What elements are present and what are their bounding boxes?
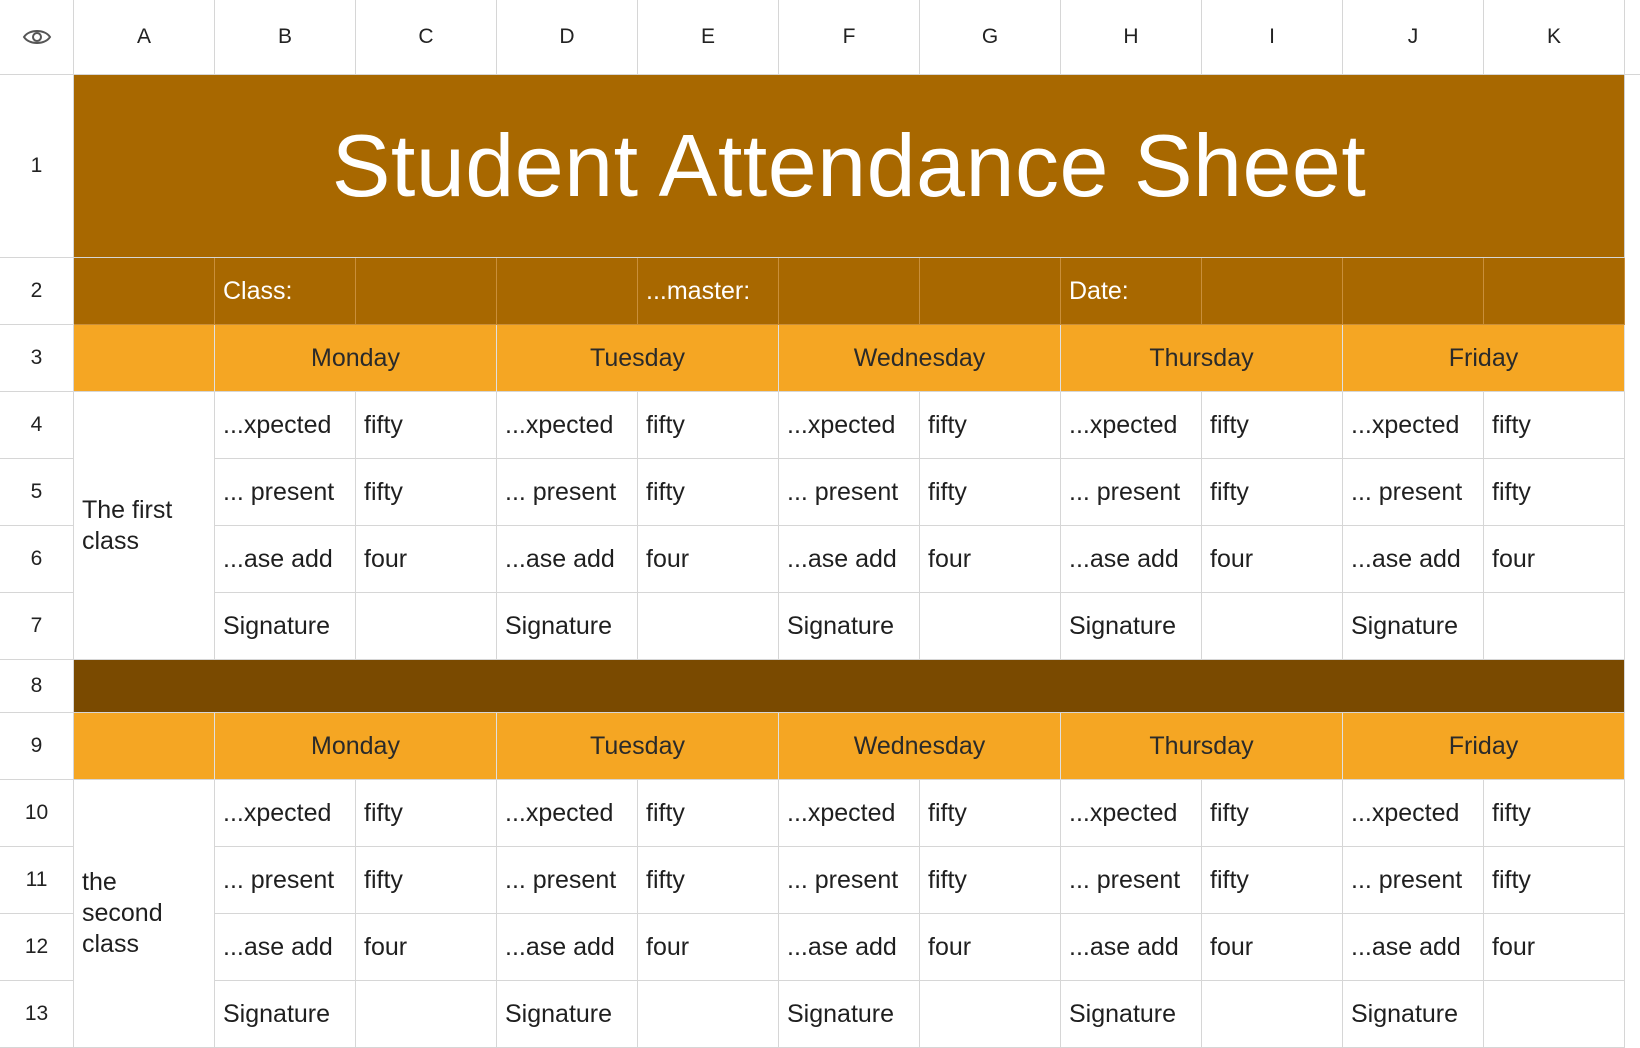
absent-label[interactable]: ...ase add — [1343, 526, 1484, 593]
cell-k2[interactable] — [1484, 258, 1625, 325]
present-value[interactable]: fifty — [356, 459, 497, 526]
expected-label[interactable]: ...xpected — [497, 780, 638, 847]
column-header-h[interactable]: H — [1061, 0, 1202, 75]
group-label-text: the second class — [82, 868, 163, 958]
day-header-thursday[interactable]: Thursday — [1061, 325, 1343, 392]
absent-value[interactable]: four — [356, 526, 497, 593]
view-eye-button[interactable] — [0, 0, 74, 75]
signature-value[interactable] — [1484, 981, 1625, 1048]
present-label[interactable]: ... present — [497, 847, 638, 914]
signature-value[interactable] — [920, 981, 1061, 1048]
sheet-title[interactable]: Student Attendance Sheet — [74, 75, 1625, 258]
day-header-thursday[interactable]: Thursday — [1061, 713, 1343, 780]
absent-value[interactable]: four — [1484, 914, 1625, 981]
row-header-4[interactable]: 4 — [0, 392, 74, 459]
present-value[interactable]: fifty — [1202, 847, 1343, 914]
column-header-gutter — [1625, 0, 1640, 75]
cell-g2[interactable] — [920, 258, 1061, 325]
column-header-k[interactable]: K — [1484, 0, 1625, 75]
expected-value[interactable]: fifty — [356, 392, 497, 459]
expected-value[interactable]: fifty — [1202, 780, 1343, 847]
signature-label[interactable]: Signature — [1343, 981, 1484, 1048]
absent-value[interactable]: four — [1484, 526, 1625, 593]
day-header-wednesday[interactable]: Wednesday — [779, 325, 1061, 392]
expected-value[interactable]: fifty — [356, 780, 497, 847]
row-header-3[interactable]: 3 — [0, 325, 74, 392]
row-header-6[interactable]: 6 — [0, 526, 74, 593]
class-label[interactable]: Class: — [215, 258, 356, 325]
row-header-13[interactable]: 13 — [0, 981, 74, 1048]
day-header-monday[interactable]: Monday — [215, 713, 497, 780]
column-header-d[interactable]: D — [497, 0, 638, 75]
cell-d2[interactable] — [497, 258, 638, 325]
signature-label[interactable]: Signature — [497, 593, 638, 660]
expected-value[interactable]: fifty — [1484, 780, 1625, 847]
row-header-9[interactable]: 9 — [0, 713, 74, 780]
present-label[interactable]: ... present — [1061, 459, 1202, 526]
expected-value[interactable]: fifty — [920, 780, 1061, 847]
signature-value[interactable] — [1202, 981, 1343, 1048]
signature-label[interactable]: Signature — [1061, 981, 1202, 1048]
signature-value[interactable] — [1484, 593, 1625, 660]
day-header-tuesday[interactable]: Tuesday — [497, 325, 779, 392]
present-label[interactable]: ... present — [779, 459, 920, 526]
signature-label[interactable]: Signature — [779, 981, 920, 1048]
signature-label[interactable]: Signature — [1061, 593, 1202, 660]
signature-value[interactable] — [920, 593, 1061, 660]
present-value[interactable]: fifty — [1484, 847, 1625, 914]
expected-label[interactable]: ...xpected — [1061, 392, 1202, 459]
expected-value[interactable]: fifty — [1484, 392, 1625, 459]
row-header-12[interactable]: 12 — [0, 914, 74, 981]
absent-value[interactable]: four — [356, 914, 497, 981]
expected-label[interactable]: ...xpected — [1343, 780, 1484, 847]
absent-value[interactable]: four — [638, 914, 779, 981]
present-label[interactable]: ... present — [1061, 847, 1202, 914]
column-header-c[interactable]: C — [356, 0, 497, 75]
group-label-first-class[interactable]: The first class — [74, 392, 215, 660]
column-header-e[interactable]: E — [638, 0, 779, 75]
signature-label[interactable]: Signature — [215, 593, 356, 660]
absent-label[interactable]: ...ase add — [215, 914, 356, 981]
present-value[interactable]: fifty — [1202, 459, 1343, 526]
absent-label[interactable]: ...ase add — [1343, 914, 1484, 981]
expected-value[interactable]: fifty — [920, 392, 1061, 459]
expected-label[interactable]: ...xpected — [779, 392, 920, 459]
column-header-j[interactable]: J — [1343, 0, 1484, 75]
signature-value[interactable] — [356, 981, 497, 1048]
column-header-f[interactable]: F — [779, 0, 920, 75]
expected-value[interactable]: fifty — [1202, 392, 1343, 459]
row-header-11[interactable]: 11 — [0, 847, 74, 914]
expected-label[interactable]: ...xpected — [1343, 392, 1484, 459]
signature-value[interactable] — [638, 593, 779, 660]
absent-label[interactable]: ...ase add — [1061, 526, 1202, 593]
expected-label[interactable]: ...xpected — [215, 780, 356, 847]
date-label[interactable]: Date: — [1061, 258, 1202, 325]
absent-label[interactable]: ...ase add — [497, 526, 638, 593]
present-label[interactable]: ... present — [1343, 459, 1484, 526]
present-label[interactable]: ... present — [779, 847, 920, 914]
day-header-friday[interactable]: Friday — [1343, 325, 1625, 392]
row-header-2[interactable]: 2 — [0, 258, 74, 325]
present-value[interactable]: fifty — [1484, 459, 1625, 526]
absent-label[interactable]: ...ase add — [779, 914, 920, 981]
absent-label[interactable]: ...ase add — [779, 526, 920, 593]
section-separator[interactable] — [74, 660, 1625, 713]
signature-value[interactable] — [1202, 593, 1343, 660]
present-value[interactable]: fifty — [638, 847, 779, 914]
row-header-7[interactable]: 7 — [0, 593, 74, 660]
column-header-b[interactable]: B — [215, 0, 356, 75]
present-value[interactable]: fifty — [356, 847, 497, 914]
absent-label[interactable]: ...ase add — [1061, 914, 1202, 981]
cell-a9[interactable] — [74, 713, 215, 780]
absent-value[interactable]: four — [638, 526, 779, 593]
day-header-friday[interactable]: Friday — [1343, 713, 1625, 780]
signature-value[interactable] — [638, 981, 779, 1048]
present-value[interactable]: fifty — [920, 459, 1061, 526]
absent-value[interactable]: four — [1202, 526, 1343, 593]
master-value[interactable] — [779, 258, 920, 325]
signature-label[interactable]: Signature — [215, 981, 356, 1048]
expected-label[interactable]: ...xpected — [1061, 780, 1202, 847]
present-label[interactable]: ... present — [1343, 847, 1484, 914]
signature-label[interactable]: Signature — [497, 981, 638, 1048]
present-label[interactable]: ... present — [497, 459, 638, 526]
column-header-a[interactable]: A — [74, 0, 215, 75]
cell-j2[interactable] — [1343, 258, 1484, 325]
absent-label[interactable]: ...ase add — [497, 914, 638, 981]
signature-label[interactable]: Signature — [1343, 593, 1484, 660]
signature-value[interactable] — [356, 593, 497, 660]
absent-value[interactable]: four — [920, 914, 1061, 981]
day-header-wednesday[interactable]: Wednesday — [779, 713, 1061, 780]
group-label-second-class[interactable] — [74, 780, 215, 1048]
eye-icon — [22, 27, 52, 47]
row-header-10[interactable]: 10 — [0, 780, 74, 847]
class-value[interactable] — [356, 258, 497, 325]
day-header-monday[interactable]: Monday — [215, 325, 497, 392]
present-label[interactable]: ... present — [215, 459, 356, 526]
expected-value[interactable]: fifty — [638, 780, 779, 847]
expected-label[interactable]: ...xpected — [497, 392, 638, 459]
expected-value[interactable]: fifty — [638, 392, 779, 459]
absent-label[interactable]: ...ase add — [215, 526, 356, 593]
row-header-5[interactable]: 5 — [0, 459, 74, 526]
absent-value[interactable]: four — [920, 526, 1061, 593]
cell-a2[interactable] — [74, 258, 215, 325]
column-header-g[interactable]: G — [920, 0, 1061, 75]
present-value[interactable]: fifty — [920, 847, 1061, 914]
expected-label[interactable]: ...xpected — [215, 392, 356, 459]
expected-label[interactable]: ...xpected — [779, 780, 920, 847]
day-header-tuesday[interactable]: Tuesday — [497, 713, 779, 780]
row-header-1[interactable]: 1 — [0, 75, 74, 258]
row-header-8[interactable]: 8 — [0, 660, 74, 713]
present-label[interactable]: ... present — [215, 847, 356, 914]
signature-label[interactable]: Signature — [779, 593, 920, 660]
present-value[interactable]: fifty — [638, 459, 779, 526]
cell-a3[interactable] — [74, 325, 215, 392]
master-label[interactable]: ...master: — [638, 258, 779, 325]
absent-value[interactable]: four — [1202, 914, 1343, 981]
column-header-i[interactable]: I — [1202, 0, 1343, 75]
date-value[interactable] — [1202, 258, 1343, 325]
